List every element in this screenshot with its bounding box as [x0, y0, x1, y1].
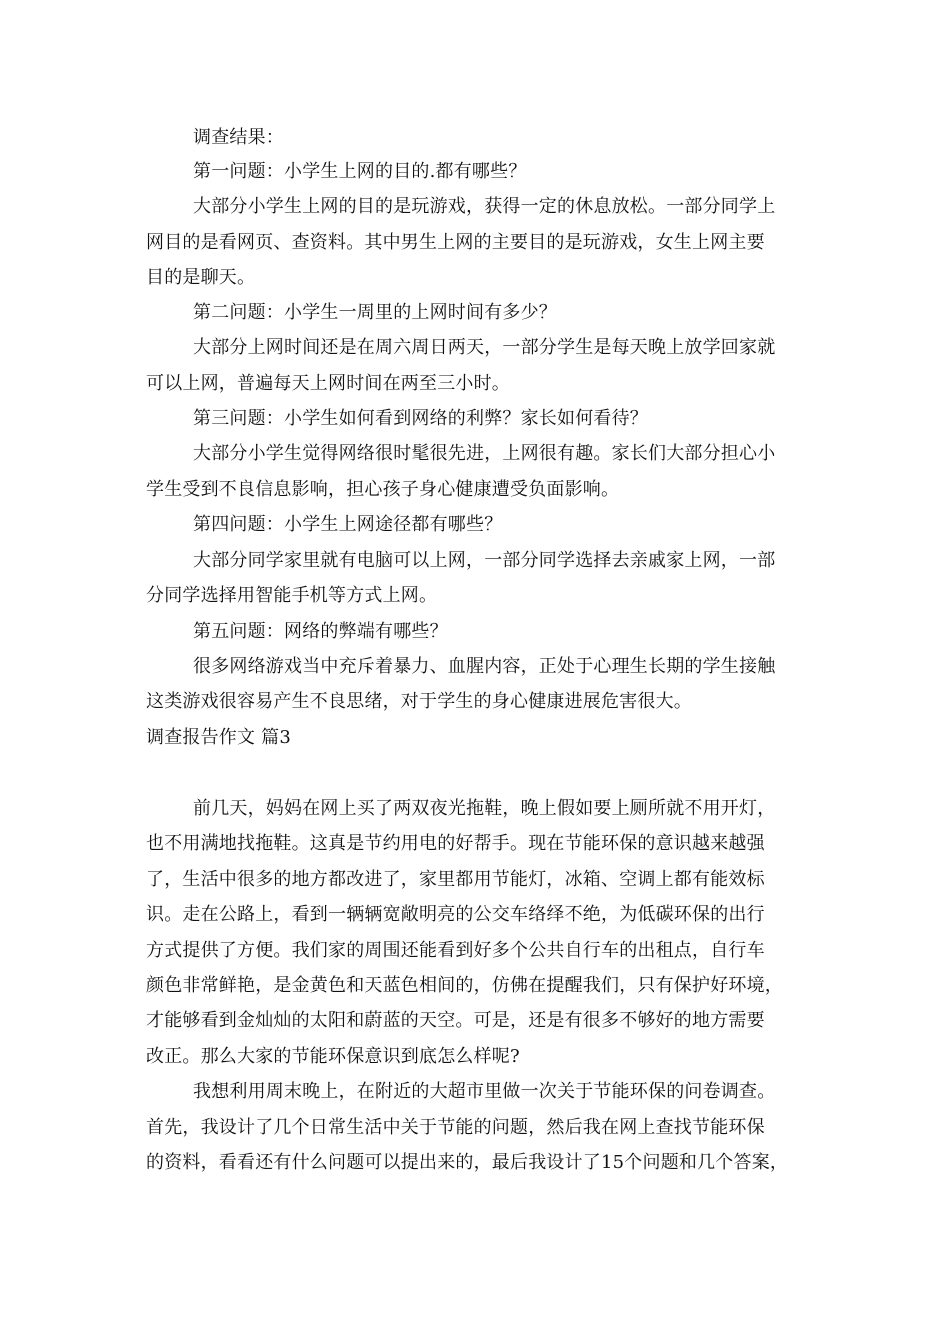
answer-five-line: 很多网络游戏当中充斥着暴力、血腥内容，正处于心理生长期的学生接触	[193, 656, 776, 677]
answer-one-line: 目的是聊天。	[146, 267, 256, 288]
question-five: 第五问题：网络的弊端有哪些？	[193, 621, 448, 642]
answer-five-line: 这类游戏很容易产生不良思绪，对于学生的身心健康进展危害很大。	[146, 691, 692, 712]
question-three: 第三问题：小学生如何看到网络的利弊？家长如何看待？	[193, 408, 648, 429]
paragraph-line: 识。走在公路上，看到一辆辆宽敞明亮的公交车络绎不绝，为低碳环保的出行	[146, 904, 765, 925]
question-four: 第四问题：小学生上网途径都有哪些？	[193, 514, 503, 535]
paragraph-line: 前几天，妈妈在网上买了两双夜光拖鞋，晚上假如要上厕所就不用开灯，	[193, 798, 776, 819]
answer-one-line: 大部分小学生上网的目的是玩游戏，获得一定的休息放松。一部分同学上	[193, 196, 776, 217]
paragraph-line: 改正。那么大家的节能环保意识到底怎么样呢?	[146, 1046, 520, 1067]
question-one: 第一问题：小学生上网的目的.都有哪些？	[193, 161, 527, 182]
answer-two-line: 大部分上网时间还是在周六周日两天，一部分学生是每天晚上放学回家就	[193, 337, 776, 358]
paragraph-line: 也不用满地找拖鞋。这真是节约用电的好帮手。现在节能环保的意识越来越强	[146, 833, 765, 854]
answer-three-line: 大部分小学生觉得网络很时髦很先进，上网很有趣。家长们大部分担心小	[193, 443, 776, 464]
answer-four-line: 分同学选择用智能手机等方式上网。	[146, 585, 438, 606]
question-two: 第二问题：小学生一周里的上网时间有多少？	[193, 302, 557, 323]
answer-four-line: 大部分同学家里就有电脑可以上网，一部分同学选择去亲戚家上网，一部	[193, 550, 776, 571]
paragraph-line: 的资料，看看还有什么问题可以提出来的，最后我设计了15个问题和几个答案，	[146, 1152, 789, 1173]
survey-results-label: 调查结果：	[193, 127, 284, 148]
paragraph-line: 首先，我设计了几个日常生活中关于节能的问题，然后我在网上查找节能环保	[146, 1117, 765, 1138]
paragraph-line: 才能够看到金灿灿的太阳和蔚蓝的天空。可是，还是有很多不够好的地方需要	[146, 1010, 765, 1031]
paragraph-line: 方式提供了方便。我们家的周围还能看到好多个公共自行车的出租点，自行车	[146, 940, 765, 961]
paragraph-line: 我想利用周末晚上，在附近的大超市里做一次关于节能环保的问卷调查。	[193, 1081, 776, 1102]
answer-two-line: 可以上网，普遍每天上网时间在两至三小时。	[146, 373, 510, 394]
answer-one-line: 网目的是看网页、查资料。其中男生上网的主要目的是玩游戏，女生上网主要	[146, 232, 765, 253]
answer-three-line: 学生受到不良信息影响，担心孩子身心健康遭受负面影响。	[146, 479, 620, 500]
paragraph-line: 颜色非常鲜艳，是金黄色和天蓝色相间的，仿佛在提醒我们，只有保护好环境，	[146, 975, 783, 996]
paragraph-line: 了，生活中很多的地方都改进了，家里都用节能灯，冰箱、空调上都有能效标	[146, 869, 765, 890]
section-heading: 调查报告作文 篇3	[146, 727, 291, 748]
